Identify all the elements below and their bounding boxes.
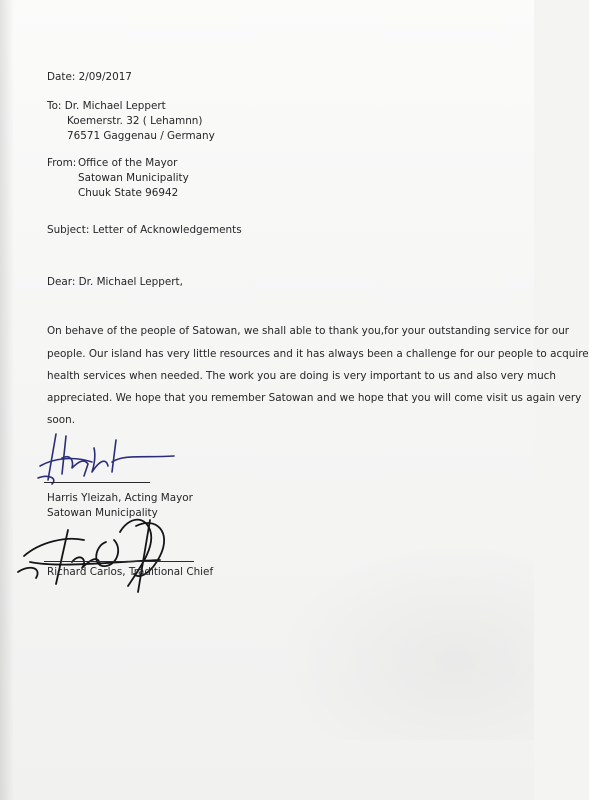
letter-salutation: Dear: Dr. Michael Leppert, bbox=[47, 276, 183, 288]
mayor-signature bbox=[34, 428, 194, 488]
sender-line3: Chuuk State 96942 bbox=[78, 187, 179, 199]
signer1-organization: Satowan Municipality bbox=[47, 507, 158, 519]
signature-line bbox=[44, 561, 194, 562]
signer2-name: Richard Carlos, Traditional Chief bbox=[47, 566, 214, 578]
body-line: people. Our island has very little resources and it has always been a challenge for our people to acquire bbox=[47, 348, 589, 360]
sender-label: From: bbox=[47, 157, 77, 169]
letter-subject: Subject: Letter of Acknowledgements bbox=[47, 224, 242, 236]
body-line: appreciated. We hope that you remember Satowan and we hope that you will come visit us again very bbox=[47, 392, 582, 404]
recipient-address-line1: Koemerstr. 32 ( Lehamnn) bbox=[67, 115, 203, 127]
recipient-name: To: Dr. Michael Leppert bbox=[47, 100, 166, 112]
body-line: On behave of the people of Satowan, we shall able to thank you,for your outstanding service for our bbox=[47, 325, 570, 337]
sender-line2: Satowan Municipality bbox=[78, 172, 189, 184]
body-line: health services when needed. The work you are doing is very important to us and also very much bbox=[47, 370, 556, 382]
page-shadow bbox=[0, 0, 14, 800]
chief-signature bbox=[10, 502, 200, 594]
letter-date: Date: 2/09/2017 bbox=[47, 71, 132, 83]
paper-wrinkle bbox=[274, 540, 534, 740]
body-line: soon. bbox=[47, 414, 76, 426]
signer1-name: Harris Yleizah, Acting Mayor bbox=[47, 492, 193, 504]
sender-line1: Office of the Mayor bbox=[78, 157, 178, 169]
signature-line bbox=[44, 482, 150, 483]
recipient-address-line2: 76571 Gaggenau / Germany bbox=[67, 130, 215, 142]
